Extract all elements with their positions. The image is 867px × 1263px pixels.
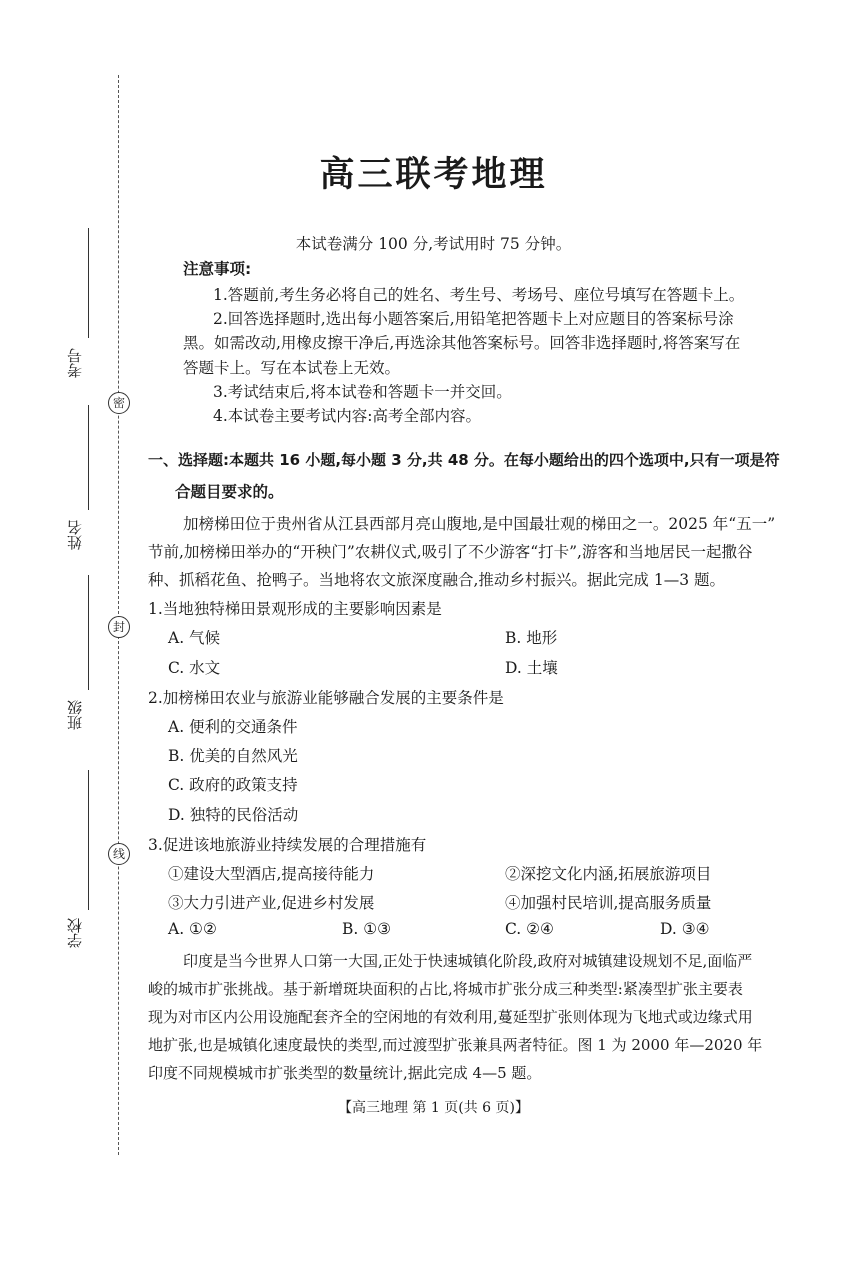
q2-option-c: C. 政府的政策支持 <box>168 776 298 794</box>
school-label: 学校 <box>66 918 84 948</box>
page-title: 高三联考地理 <box>319 155 548 195</box>
q3-option-d: D. ③④ <box>660 920 710 938</box>
section-heading-cont: 合题目要求的。 <box>175 483 284 501</box>
school-write-line <box>88 770 89 910</box>
q1-option-a: A. 气候 <box>168 629 221 647</box>
notice-heading: 注意事项: <box>183 260 252 278</box>
q2-option-d: D. 独特的民俗活动 <box>168 806 299 824</box>
seal-mi: 密 <box>108 392 130 414</box>
passage-line: 种、抓稻花鱼、抢鸭子。当地将农文旅深度融合,推动乡村振兴。据此完成 1—3 题。 <box>148 571 726 589</box>
q3-option-a: A. ①② <box>168 920 217 938</box>
q1-option-d: D. 土壤 <box>505 659 558 677</box>
passage-line: 节前,加榜梯田举办的“开秧门”农耕仪式,吸引了不少游客“打卡”,游客和当地居民一起撒谷 <box>148 543 753 561</box>
q1-option-b: B. 地形 <box>505 629 558 647</box>
class-label: 班级 <box>66 700 84 730</box>
q3-statement-3: ③大力引进产业,促进乡村发展 <box>168 894 375 912</box>
question-2-stem: 2.加榜梯田农业与旅游业能够融合发展的主要条件是 <box>148 689 504 707</box>
name-write-line <box>88 405 89 510</box>
exam-info: 本试卷满分 100 分,考试用时 75 分钟。 <box>295 235 572 253</box>
notice-item: 黑。如需改动,用橡皮擦干净后,再选涂其他答案标号。回答非选择题时,将答案写在 <box>183 334 741 352</box>
page-footer: 【高三地理 第 1 页(共 6 页)】 <box>338 1100 529 1116</box>
seal-xian: 线 <box>108 843 130 865</box>
q3-statement-4: ④加强村民培训,提高服务质量 <box>505 894 712 912</box>
name-label: 姓名 <box>66 520 84 550</box>
q3-statement-1: ①建设大型酒店,提高接待能力 <box>168 865 375 883</box>
passage-line: 印度是当今世界人口第一大国,正处于快速城镇化阶段,政府对城镇建设规划不足,面临严 <box>183 952 753 970</box>
q3-option-c: C. ②④ <box>505 920 554 938</box>
q3-option-b: B. ①③ <box>342 920 392 938</box>
notice-item: 1.答题前,考生务必将自己的姓名、考生号、考场号、座位号填写在答题卡上。 <box>213 286 745 304</box>
seal-feng: 封 <box>108 616 130 638</box>
q2-option-b: B. 优美的自然风光 <box>168 747 298 765</box>
class-write-line <box>88 575 89 690</box>
passage-line: 印度不同规模城市扩张类型的数量统计,据此完成 4—5 题。 <box>148 1064 542 1082</box>
q1-option-c: C. 水文 <box>168 659 221 677</box>
question-3-stem: 3.促进该地旅游业持续发展的合理措施有 <box>148 836 427 854</box>
passage-line: 峻的城市扩张挑战。基于新增斑块面积的占比,将城市扩张分成三种类型:紧凑型扩张主要表 <box>148 980 743 998</box>
q2-option-a: A. 便利的交通条件 <box>168 718 298 736</box>
notice-item: 4.本试卷主要考试内容:高考全部内容。 <box>213 407 482 425</box>
notice-item: 答题卡上。写在本试卷上无效。 <box>183 359 401 377</box>
notice-item: 3.考试结束后,将本试卷和答题卡一并交回。 <box>213 383 512 401</box>
q3-statement-2: ②深挖文化内涵,拓展旅游项目 <box>505 865 712 883</box>
exam-no-label: 考号 <box>66 348 84 378</box>
passage-line: 地扩张,也是城镇化速度最快的类型,而过渡型扩张兼具两者特征。图 1 为 2000 年—2020 年 <box>148 1036 763 1054</box>
notice-item: 2.回答选择题时,选出每小题答案后,用铅笔把答题卡上对应题目的答案标号涂 <box>213 310 734 328</box>
section-heading: 一、选择题:本题共 16 小题,每小题 3 分,共 48 分。在每小题给出的四个选项中,只有一项是符 <box>148 451 780 469</box>
question-1-stem: 1.当地独特梯田景观形成的主要影响因素是 <box>148 600 442 618</box>
passage-line: 加榜梯田位于贵州省从江县西部月亮山腹地,是中国最壮观的梯田之一。2025 年“五一” <box>183 515 776 533</box>
passage-line: 现为对市区内公用设施配套齐全的空闲地的有效利用,蔓延型扩张则体现为飞地式或边缘式用 <box>148 1008 753 1026</box>
